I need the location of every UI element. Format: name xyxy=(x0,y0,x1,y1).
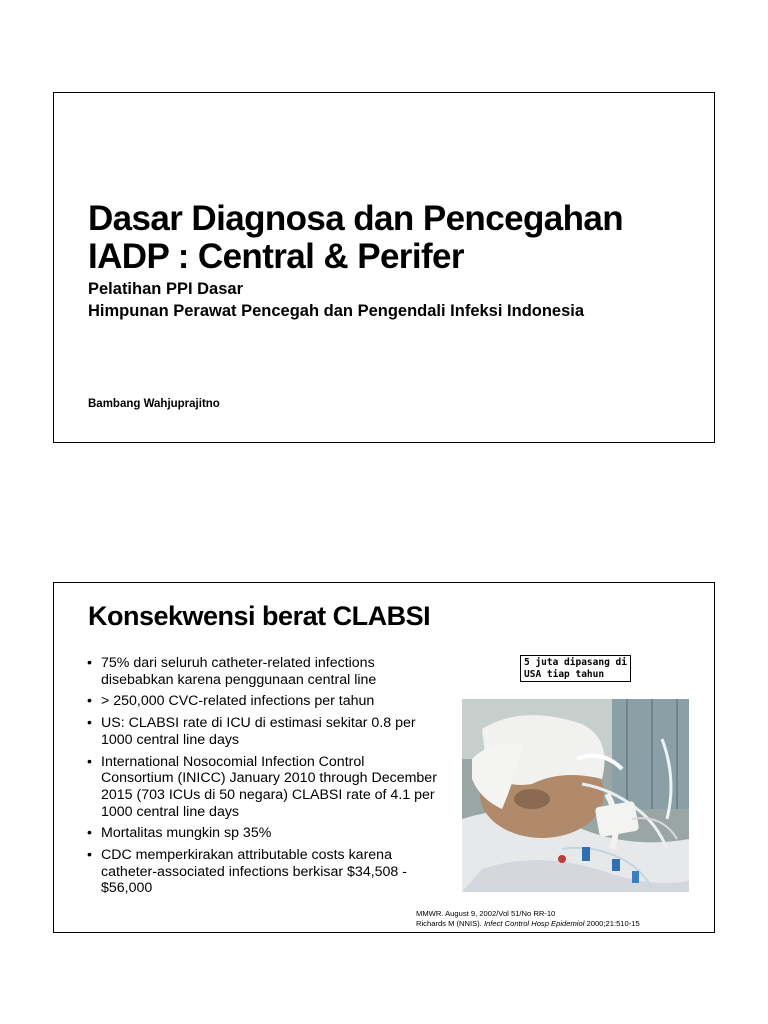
bullet-icon: • xyxy=(87,825,92,842)
list-item: • Mortalitas mungkin sp 35% xyxy=(87,825,272,842)
content-slide xyxy=(53,582,715,933)
slide-author: Bambang Wahjuprajitno xyxy=(88,398,220,410)
list-item: • International Nosocomial Infection Control Consortium (INICC) January 2010 through December 2015 (703 ICUs di 50 negara) CLABSI rate of 4.1 per 1000 central line days xyxy=(87,753,437,820)
callout-box: 5 juta dipasang di USA tiap tahun xyxy=(520,655,631,682)
reference-richards: Richards M (NNIS). Infect Control Hosp Epidemiol 2000;21:510-15 xyxy=(416,918,640,928)
bullet-icon: • xyxy=(87,715,92,732)
slide-title: Dasar Diagnosa dan Pencegahan IADP : Central & Perifer xyxy=(88,199,624,276)
slide-subtitle-course: Pelatihan PPI Dasar xyxy=(88,280,243,298)
slide-title: Konsekwensi berat CLABSI xyxy=(88,601,431,631)
references xyxy=(416,909,640,928)
bullet-icon: • xyxy=(87,847,92,864)
list-item: • US: CLABSI rate di ICU di estimasi sekitar 0.8 per 1000 central line days xyxy=(87,715,416,748)
list-item: • 75% dari seluruh catheter-related infections disebabkan karena penggunaan central line xyxy=(87,655,377,688)
bullet-list xyxy=(87,655,439,902)
slide-subtitle-organization: Himpunan Perawat Pencegah dan Pengendali Infeksi Indonesia xyxy=(88,302,585,320)
title-slide xyxy=(53,92,715,443)
list-item: • > 250,000 CVC-related infections per tahun xyxy=(87,693,375,710)
list-item: • CDC memperkirakan attributable costs karena catheter-associated infections berkisar $34,508 - $56,000 xyxy=(87,847,407,897)
patient-photo xyxy=(462,699,689,892)
reference-mmwr: MMWR. August 9, 2002/Vol 51/No RR-10 xyxy=(416,909,556,918)
bullet-icon: • xyxy=(87,693,92,710)
bullet-icon: • xyxy=(87,753,92,770)
bullet-icon: • xyxy=(87,655,92,671)
